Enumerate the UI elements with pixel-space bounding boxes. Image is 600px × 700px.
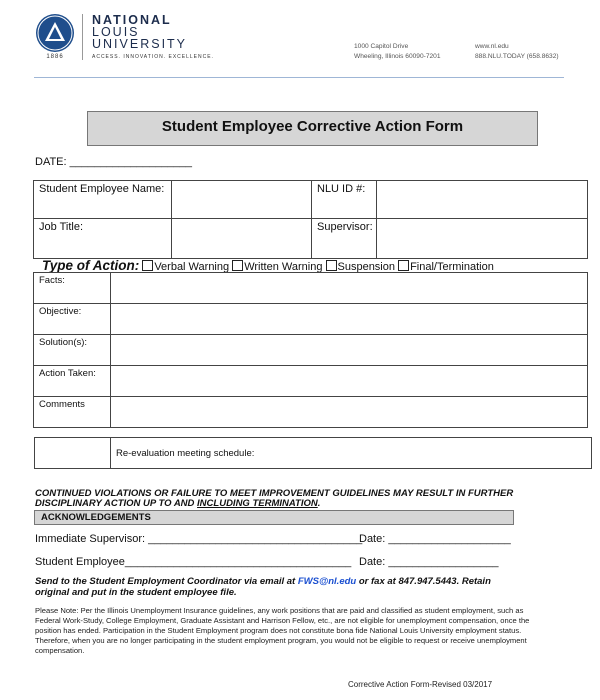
phone: 888.NLU.TODAY (658.8632) — [475, 53, 559, 60]
action-taken-label: Action Taken: — [34, 366, 111, 397]
action-verbal-checkbox[interactable]: Verbal Warning — [142, 261, 229, 273]
send-instructions: Send to the Student Employment Coordinator via email at FWS@nl.edu or fax at 847.947.5443. Retain original and put in the student employee file. — [35, 576, 491, 598]
reevaluation-table — [34, 437, 592, 469]
supervisor-input[interactable] — [377, 219, 588, 259]
action-taken-input[interactable] — [111, 366, 588, 397]
action-written-checkbox[interactable]: Written Warning — [232, 261, 322, 273]
form-title: Student Employee Corrective Action Form — [87, 111, 538, 146]
tagline: ACCESS. INNOVATION. EXCELLENCE. — [92, 54, 214, 60]
checkbox-icon[interactable] — [326, 260, 337, 271]
facts-input[interactable] — [111, 273, 588, 304]
contact-block — [475, 42, 559, 62]
facts-label: Facts: — [34, 273, 111, 304]
address-block — [354, 42, 441, 62]
solutions-label: Solution(s): — [34, 335, 111, 366]
website: www.nl.edu — [475, 43, 509, 50]
objective-input[interactable] — [111, 304, 588, 335]
unemployment-note: Please Note: Per the Illinois Unemployment Insurance guidelines, any work positions that are paid and classified as student employment, such as Federal Work-Study, College Employment, Graduate Assistant and Harrison Fellow, etc., are not eligible for unemployment compensation, once the position has ended. Participation in the Student Employment program does not constitute bona fide National Louis University employment status. Therefore, when you are no longer participating in the student employment program, you would not be eligible to request or receive unemployment compensation. — [35, 606, 530, 655]
supervisor-date-line[interactable]: Date: ____________________ — [359, 533, 511, 545]
employee-info-table — [33, 180, 588, 259]
address-line-2: Wheeling, Illinois 60090-7201 — [354, 53, 441, 60]
type-of-action-label: Type of Action: — [42, 258, 140, 273]
job-title-label: Job Title: — [34, 219, 172, 259]
solutions-input[interactable] — [111, 335, 588, 366]
nlu-id-label: NLU ID #: — [312, 181, 377, 219]
nlu-id-input[interactable] — [377, 181, 588, 219]
checkbox-icon[interactable] — [398, 260, 409, 271]
action-suspension-checkbox[interactable]: Suspension — [326, 261, 396, 273]
employee-signature-line[interactable]: Student Employee_____________________________________ — [35, 556, 352, 568]
comments-label: Comments — [34, 397, 111, 428]
logo-year: 1886 — [46, 54, 64, 60]
reevaluation-label[interactable]: Re-evaluation meeting schedule: — [111, 438, 592, 469]
employee-date-line[interactable]: Date: __________________ — [359, 556, 499, 568]
checkbox-icon[interactable] — [232, 260, 243, 271]
warning-line-2: DISCIPLINARY ACTION UP TO AND INCLUDING TERMINATION. — [35, 498, 321, 509]
seal-icon — [36, 14, 74, 52]
university-seal-logo — [36, 14, 74, 52]
date-field[interactable]: DATE: ____________________ — [35, 156, 192, 168]
warning-line-1: CONTINUED VIOLATIONS OR FAILURE TO MEET IMPROVEMENT GUIDELINES MAY RESULT IN FURTHER — [35, 488, 514, 499]
job-title-input[interactable] — [172, 219, 312, 259]
student-name-label: Student Employee Name: — [34, 181, 172, 219]
reevaluation-blank — [35, 438, 111, 469]
warning-text — [35, 489, 575, 509]
email-link[interactable]: FWS@nl.edu — [297, 576, 357, 587]
checkbox-icon[interactable] — [142, 260, 153, 271]
comments-input[interactable] — [111, 397, 588, 428]
action-details-table — [33, 272, 588, 428]
supervisor-label: Supervisor: — [312, 219, 377, 259]
footer-revision: Corrective Action Form-Revised 03/2017 — [348, 680, 493, 689]
type-of-action-row — [42, 258, 494, 273]
acknowledgements-heading: ACKNOWLEDGEMENTS — [34, 510, 514, 525]
supervisor-signature-line[interactable]: Immediate Supervisor: ___________________________________ — [35, 533, 363, 545]
brand-line-1: NATIONAL — [92, 13, 172, 27]
objective-label: Objective: — [34, 304, 111, 335]
brand-line-2: LOUIS — [92, 25, 140, 39]
action-termination-checkbox[interactable]: Final/Termination — [398, 261, 494, 273]
student-name-input[interactable] — [172, 181, 312, 219]
address-line-1: 1000 Capitol Drive — [354, 43, 409, 50]
header-rule — [34, 77, 564, 78]
brand-line-3: UNIVERSITY — [92, 37, 188, 51]
header-divider — [82, 14, 83, 60]
